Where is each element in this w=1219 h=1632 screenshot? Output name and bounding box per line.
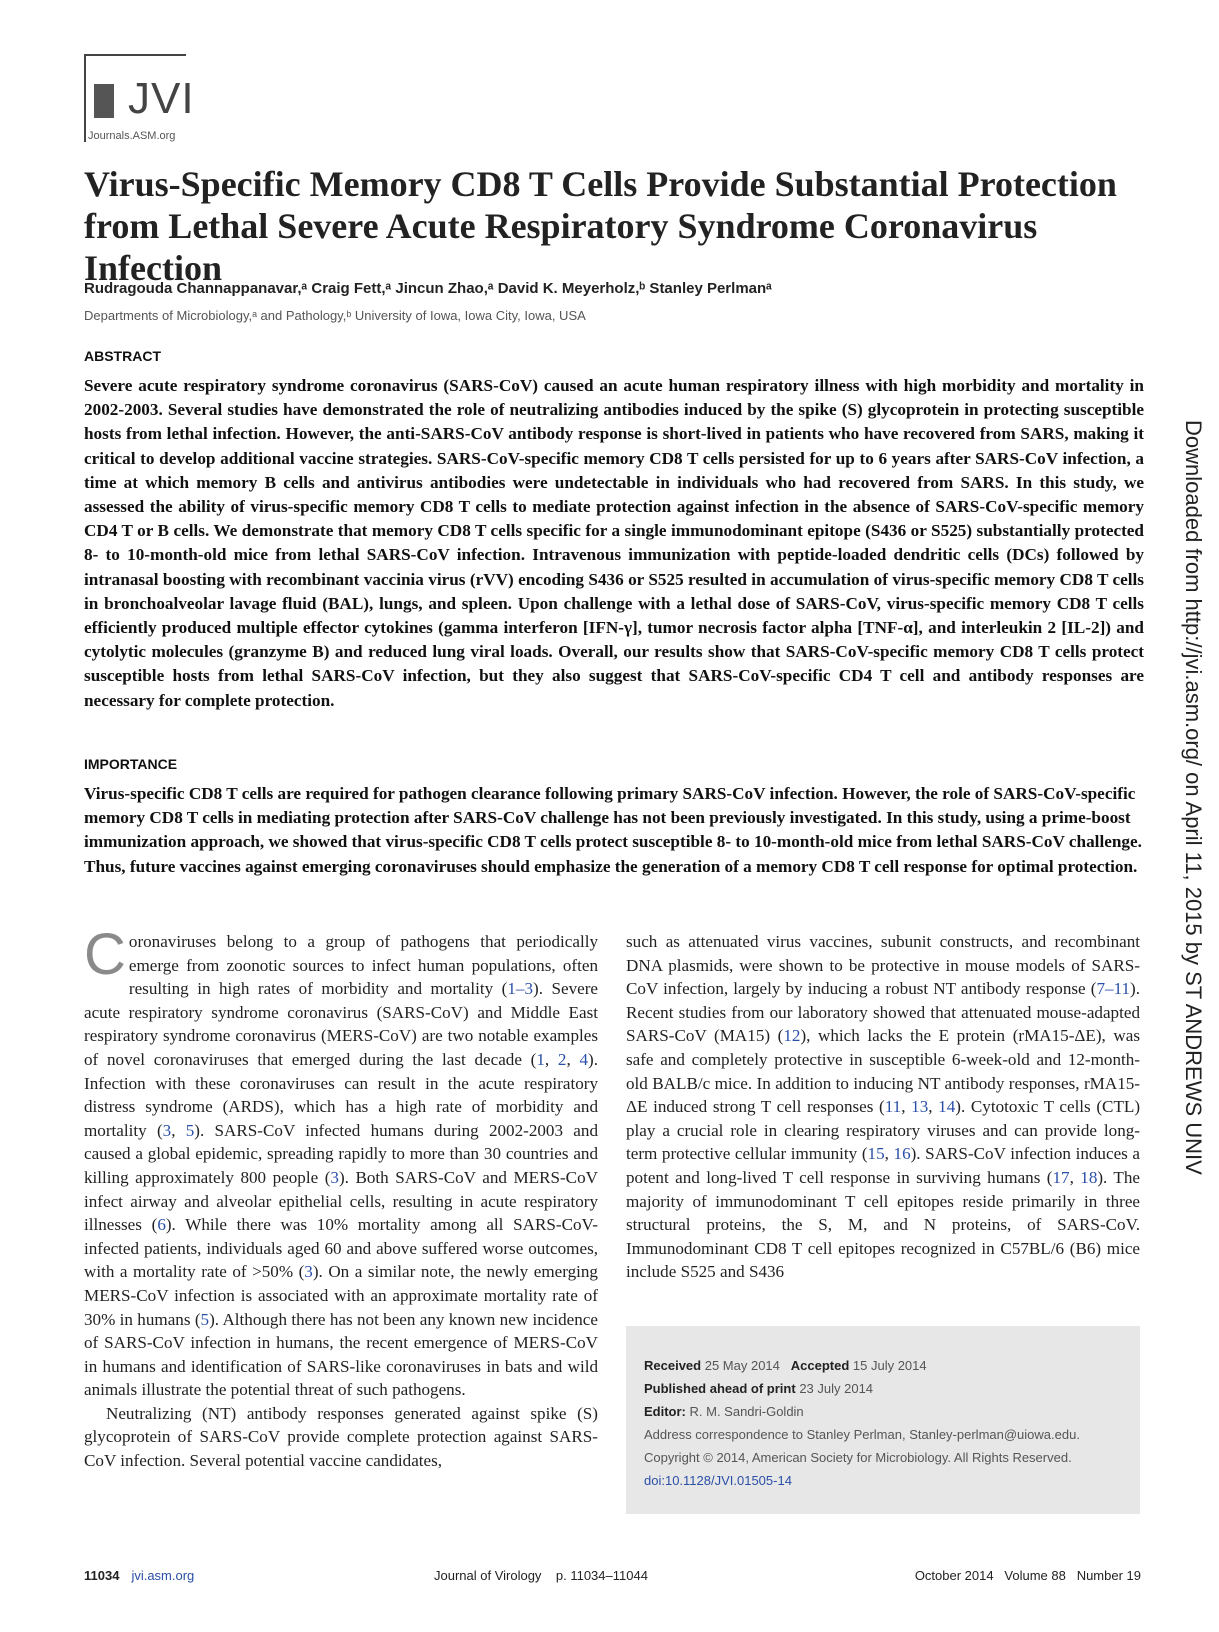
logo-flask-icon bbox=[94, 84, 114, 118]
published-line: Published ahead of print 23 July 2014 bbox=[644, 1381, 874, 1396]
ref-link[interactable]: 3 bbox=[330, 1167, 339, 1187]
body-column-left bbox=[84, 922, 598, 1473]
abstract-text: Severe acute respiratory syndrome coronavirus (SARS-CoV) caused an acute human respiratory illness with high morbidity and mortality in 2002-2003. Several studies have demonstrated the role of neutralizing antibodies induced by the spike (S) glycoprotein in protecting susceptible hosts from lethal infection. However, the anti-SARS-CoV antibody response is short-lived in patients who have recovered from SARS, making it critical to develop additional vaccine strategies. SARS-CoV-specific memory CD8 T cells persisted for up to 6 years after SARS-CoV infection, a time at which memory B cells and antivirus antibodies were undetectable in individuals who had recovered from SARS. In this study, we assessed the ability of virus-specific memory CD8 T cells to mediate protection against infection in the absence of SARS-CoV-specific memory CD4 T or B cells. We demonstrate that memory CD8 T cells specific for a single immunodominant epitope (S436 or S525) substantially protected 8- to 10-month-old mice from lethal SARS-CoV infection. Intravenous immunization with peptide-loaded dendritic cells (DCs) followed by intranasal boosting with recombinant vaccinia virus (rVV) encoding S436 or S525 resulted in accumulation of virus-specific memory CD8 T cells in bronchoalveolar lavage fluid (BAL), lungs, and spleen. Upon challenge with a lethal dose of SARS-CoV, virus-specific memory CD8 T cells efficiently produced multiple effector cytokines (gamma interferon [IFN-γ], tumor necrosis factor alpha [TNF-α], and interleukin 2 [IL-2]) and cytolytic molecules (granzyme B) and reduced lung viral loads. Overall, our results show that SARS-CoV-specific memory CD8 T cells protect susceptible hosts from lethal SARS-CoV infection, but they also suggest that SARS-CoV-specific CD4 T cell and antibody responses are necessary for complete protection. bbox=[84, 376, 1144, 710]
download-watermark bbox=[1180, 420, 1210, 1220]
page-number: 11034 bbox=[84, 1568, 120, 1583]
doi-link[interactable]: doi:10.1128/JVI.01505-14 bbox=[644, 1473, 792, 1488]
ref-link[interactable]: 13 bbox=[911, 1097, 929, 1117]
editor-line: Editor: R. M. Sandri-Goldin bbox=[644, 1404, 804, 1419]
journal-site-link[interactable]: jvi.asm.org bbox=[131, 1568, 195, 1583]
importance-text: Virus-specific CD8 T cells are required for pathogen clearance following primary SARS-CoV infection. However, the role of SARS-CoV-specific memory CD8 T cells in mediating protection after SARS-CoV challenge has not been previously investigated. In this study, using a prime-boost immunization approach, we showed that virus-specific CD8 T cells protect susceptible 8- to 10-month-old mice from lethal SARS-CoV challenge. Thus, future vaccines against emerging coronaviruses should emphasize the generation of a memory CD8 T cell response for optimal protection. bbox=[84, 784, 1142, 876]
ref-link[interactable]: 5 bbox=[200, 1309, 210, 1329]
ref-link[interactable]: 6 bbox=[157, 1215, 166, 1235]
ref-link[interactable]: 3 bbox=[304, 1262, 313, 1282]
ref-link[interactable]: 1 bbox=[536, 1049, 545, 1069]
ref-link[interactable]: 18 bbox=[1080, 1167, 1098, 1187]
footer-journal: Journal of Virology p. 11034–11044 bbox=[434, 1568, 648, 1583]
ref-link[interactable]: 16 bbox=[893, 1144, 911, 1164]
article-title: Virus-Specific Memory CD8 T Cells Provide Substantial Protection from Lethal Severe Acute Respiratory Syndrome Coronavirus Infection bbox=[84, 164, 1117, 288]
ref-link[interactable]: 4 bbox=[579, 1049, 589, 1069]
intro-paragraph-1: Coronaviruses belong to a group of pathogens that periodically emerge from zoonotic sources to infect human populations, often resulting in high rates of morbidity and mortality (1–3). Severe acute respiratory syndrome coronavirus (SARS-CoV) and Middle East respiratory syndrome coronavirus (MERS-CoV) are two notable examples of novel coronaviruses that emerged during the last decade (1, 2, 4). Infection with these coronaviruses can result in the acute respiratory distress syndrome (ARDS), which has a high rate of morbidity and mortality (3, 5). SARS-CoV infected humans during 2002-2003 and caused a global epidemic, spreading rapidly to more than 30 countries and killing approximately 800 people (3). Both SARS-CoV and MERS-CoV infect airway and alveolar epithelial cells, resulting in acute respiratory illnesses (6). While there was 10% mortality among all SARS-CoV-infected patients, individuals aged 60 and above suffered worse outcomes, with a mortality rate of >50% (3). On a similar note, the newly emerging MERS-CoV infection is associated with an approximate mortality rate of 30% in humans (5). Although there has not been any known new incidence of SARS-CoV infection in humans, the recent emergence of MERS-CoV in humans and identification of SARS-like coronaviruses in bats and wild animals illustrate the potential threat of such pathogens. bbox=[84, 922, 598, 1400]
importance-label: IMPORTANCE bbox=[84, 756, 178, 772]
received-line: Received 25 May 2014 Accepted 15 July 2014 bbox=[644, 1358, 927, 1373]
ref-link[interactable]: 7–11 bbox=[1096, 979, 1131, 999]
ref-link[interactable]: 17 bbox=[1052, 1167, 1070, 1187]
ref-link[interactable]: 1–3 bbox=[507, 979, 534, 999]
ref-link[interactable]: 12 bbox=[783, 1026, 801, 1046]
ref-link[interactable]: 2 bbox=[557, 1049, 567, 1069]
article-info-box bbox=[626, 1326, 1140, 1514]
abstract-label: ABSTRACT bbox=[84, 348, 161, 364]
ref-link[interactable]: 14 bbox=[938, 1097, 956, 1117]
footer-left bbox=[84, 1568, 194, 1583]
ref-link[interactable]: 11 bbox=[884, 1097, 902, 1117]
intro-paragraph-2: Neutralizing (NT) antibody responses generated against spike (S) glycoprotein of SARS-CoV provide complete protection against SARS-CoV infection. Several potential vaccine candidates, bbox=[84, 1403, 598, 1471]
drop-cap: C bbox=[84, 922, 126, 987]
download-watermark-text: Downloaded from http://jvi.asm.org/ on April 11, 2015 by ST ANDREWS UNIV bbox=[1181, 420, 1206, 1175]
logo-subtitle: Journals.ASM.org bbox=[88, 130, 176, 142]
ref-link[interactable]: 15 bbox=[867, 1144, 885, 1164]
intro-paragraph-3: such as attenuated virus vaccines, subunit constructs, and recombinant DNA plasmids, were shown to be protective in mouse models of SARS-CoV infection, largely by inducing a robust NT antibody response (7–11). Recent studies from our laboratory showed that attenuated mouse-adapted SARS-CoV (MA15) (12), which lacks the E protein (rMA15-ΔE), was safe and completely protective in susceptible 6-week-old and 12-month-old BALB/c mice. In addition to inducing NT antibody responses, rMA15-ΔE induced strong T cell responses (11, 13, 14). Cytotoxic T cells (CTL) play a crucial role in clearing respiratory viruses and can provide long-term protective cellular immunity (15, 16). SARS-CoV infection induces a potent and long-lived T cell response in surviving humans (17, 18). The majority of immunodominant T cell epitopes reside primarily in three structural proteins, the S, M, and N proteins, of SARS-CoV. Immunodominant CD8 T cell epitopes recognized in C57BL/6 (B6) mice include S525 and S436 bbox=[626, 932, 1141, 1282]
copyright-line: Copyright © 2014, American Society for Microbiology. All Rights Reserved. bbox=[644, 1450, 1072, 1465]
correspondence-line: Address correspondence to Stanley Perlman, Stanley-perlman@uiowa.edu. bbox=[644, 1427, 1080, 1442]
ref-link[interactable]: 3 bbox=[162, 1120, 172, 1140]
affiliations: Departments of Microbiology,ᵃ and Pathology,ᵇ University of Iowa, Iowa City, Iowa, USA bbox=[84, 308, 586, 323]
author-list: Rudragouda Channappanavar,ᵃ Craig Fett,ᵃ Jincun Zhao,ᵃ David K. Meyerholz,ᵇ Stanley Perlmanᵃ bbox=[84, 280, 772, 297]
footer-issue: October 2014 Volume 88 Number 19 bbox=[914, 1568, 1141, 1583]
ref-link[interactable]: 5 bbox=[185, 1120, 195, 1140]
body-column-right bbox=[626, 930, 1140, 1284]
journal-logo bbox=[84, 54, 194, 146]
logo-text: JVI bbox=[128, 74, 195, 123]
